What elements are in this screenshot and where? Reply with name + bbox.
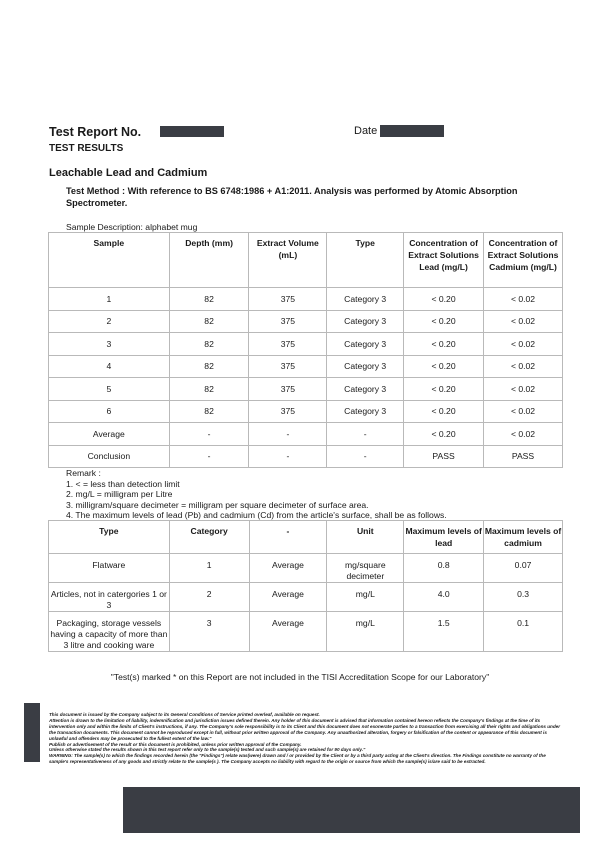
remark-item: 2. mg/L = milligram per Litre xyxy=(66,489,173,500)
date-redaction xyxy=(380,125,444,137)
limits-cell: mg/L xyxy=(327,583,404,612)
results-cell: 3 xyxy=(49,333,170,356)
limits-cell: 1 xyxy=(169,554,249,583)
results-cell: 375 xyxy=(249,288,327,311)
results-cell: Category 3 xyxy=(327,333,404,356)
legal-line: WARNING: The sample(s) to which the findings recorded herein (the "Findings") relate was(were) drawn and / or provided by the Client or by a third party acting at the Client's direction. The Findings constitute no warranty of the sample's representativeness of any goods and strictly relate to the sample(s ). The Company accepts no liability with regard to the origin or source from which the sample(s) is/are said to be extracted. xyxy=(49,753,546,765)
results-cell: PASS xyxy=(484,445,563,468)
results-cell: - xyxy=(249,445,327,468)
date-label: Date xyxy=(354,125,378,137)
results-header-cell: Type xyxy=(327,233,404,288)
results-cell: 6 xyxy=(49,400,170,423)
results-table-header-row xyxy=(49,233,563,288)
results-cell: < 0.20 xyxy=(404,378,484,401)
section-title: Leachable Lead and Cadmium xyxy=(49,167,208,179)
results-cell: Category 3 xyxy=(327,355,404,378)
results-cell: 375 xyxy=(249,378,327,401)
limits-header-cell: Category xyxy=(169,521,249,554)
table-row xyxy=(49,583,563,612)
table-row xyxy=(49,288,563,311)
results-cell: < 0.02 xyxy=(484,400,563,423)
results-cell: 82 xyxy=(169,378,249,401)
results-cell: < 0.20 xyxy=(404,333,484,356)
results-cell: < 0.20 xyxy=(404,288,484,311)
results-cell: < 0.20 xyxy=(404,423,484,446)
results-cell: 4 xyxy=(49,355,170,378)
limits-cell: 4.0 xyxy=(404,583,484,612)
results-header-cell: Sample xyxy=(49,233,170,288)
results-cell: 375 xyxy=(249,333,327,356)
results-cell: < 0.20 xyxy=(404,310,484,333)
results-cell: - xyxy=(169,445,249,468)
results-cell: 82 xyxy=(169,400,249,423)
results-header-cell: Depth (mm) xyxy=(169,233,249,288)
limits-header-cell: Unit xyxy=(327,521,404,554)
remark-item: 1. < = less than detection limit xyxy=(66,478,180,489)
report-number-label: Test Report No. xyxy=(49,125,142,139)
limits-cell: 2 xyxy=(169,583,249,612)
limits-header-cell: Maximum levels of lead xyxy=(404,521,484,554)
results-cell: < 0.02 xyxy=(484,310,563,333)
test-method: Test Method : With reference to BS 6748:1986 + A1:2011. Analysis was performed by Atomic Absorption Spectrometer. xyxy=(66,186,518,208)
results-cell: 82 xyxy=(169,310,249,333)
results-cell: Average xyxy=(49,423,170,446)
results-table xyxy=(48,232,563,468)
legal-line: Publish or advertisement of the result or this document is prohibited, unless prior written approval of the Company. xyxy=(49,741,302,747)
remarks xyxy=(66,468,447,521)
results-cell: < 0.02 xyxy=(484,333,563,356)
results-cell: 375 xyxy=(249,310,327,333)
results-cell: Category 3 xyxy=(327,400,404,423)
results-cell: 82 xyxy=(169,355,249,378)
results-cell: < 0.02 xyxy=(484,423,563,446)
table-row xyxy=(49,445,563,468)
results-cell: 5 xyxy=(49,378,170,401)
results-cell: 2 xyxy=(49,310,170,333)
remarks-title: Remark : xyxy=(66,468,101,478)
results-header-cell: Concentration of Extract Solutions Lead (mg/L) xyxy=(404,233,484,288)
results-header-cell: Concentration of Extract Solutions Cadmium (mg/L) xyxy=(484,233,563,288)
results-cell: - xyxy=(327,445,404,468)
results-cell: - xyxy=(169,423,249,446)
remark-item: 4. The maximum levels of lead (Pb) and cadmium (Cd) from the article's surface, shall be as follows. xyxy=(66,510,447,521)
results-cell: < 0.02 xyxy=(484,355,563,378)
limits-cell: 0.1 xyxy=(484,612,563,652)
limits-header-cell: Maximum levels of cadmium xyxy=(484,521,563,554)
limits-header-cell: - xyxy=(249,521,327,554)
results-cell: Conclusion xyxy=(49,445,170,468)
results-header-cell: Extract Volume (mL) xyxy=(249,233,327,288)
remark-item: 3. milligram/square decimeter = milligram per square decimeter of surface area. xyxy=(66,499,369,510)
table-row xyxy=(49,612,563,652)
results-cell: < 0.20 xyxy=(404,355,484,378)
limits-table-header-row xyxy=(49,521,563,554)
results-cell: 375 xyxy=(249,355,327,378)
results-cell: Category 3 xyxy=(327,310,404,333)
results-cell: Category 3 xyxy=(327,378,404,401)
table-row xyxy=(49,355,563,378)
limits-header-cell: Type xyxy=(49,521,170,554)
results-cell: PASS xyxy=(404,445,484,468)
legal-line: This document is issued by the Company subject to its General Conditions of Service printed overleaf, available on request. xyxy=(49,712,320,717)
limits-cell: 0.8 xyxy=(404,554,484,583)
limits-cell: mg/square decimeter xyxy=(327,554,404,583)
limits-cell: Average xyxy=(249,612,327,652)
limits-cell: mg/L xyxy=(327,612,404,652)
results-cell: 82 xyxy=(169,288,249,311)
results-cell: - xyxy=(249,423,327,446)
legal-line: Unless otherwise stated the results shown in this test report refer only to the sample(s) tested and such sample(s) are retained for 90 days only." xyxy=(49,747,366,753)
limits-cell: Average xyxy=(249,554,327,583)
results-cell: 1 xyxy=(49,288,170,311)
limits-cell: 0.07 xyxy=(484,554,563,583)
limits-cell: 3 xyxy=(169,612,249,652)
limits-cell: Average xyxy=(249,583,327,612)
page-title: TEST RESULTS xyxy=(49,143,124,154)
footer-redaction-block xyxy=(123,787,580,833)
results-cell: < 0.20 xyxy=(404,400,484,423)
limits-cell: 1.5 xyxy=(404,612,484,652)
table-row xyxy=(49,333,563,356)
sample-description: Sample Description: alphabet mug xyxy=(66,222,198,232)
limits-table xyxy=(48,520,563,652)
limits-cell: Packaging, storage vessels having a capacity of more than 3 litre and cooking ware xyxy=(49,612,170,652)
footer-side-redaction xyxy=(24,703,40,762)
table-row xyxy=(49,378,563,401)
legal-line: Attention is drawn to the limitation of liability, indemnification and jurisdiction issues defined therein. Any holder of this document is advised that information contained hereon reflects the Company's findings at the time of its intervention only and within the limits of Client's instructions, if any. The Company's sole responsibility is to its Client and this document does not exonerate parties to a transaction from exercising all their rights and obligations under the transaction documents. This document cannot be reproduced except in full, without prior written approval of the Company. Any unauthorized alteration, forgery or falsification of the content or appearance of this document is unlawful and offenders may be prosecuted to the fullest extent of the law." xyxy=(49,717,560,741)
accreditation-note: "Test(s) marked * on this Report are not included in the TISI Accreditation Scope for our Laboratory" xyxy=(110,672,490,682)
limits-cell: 0.3 xyxy=(484,583,563,612)
table-row xyxy=(49,423,563,446)
results-cell: 82 xyxy=(169,333,249,356)
table-row xyxy=(49,554,563,583)
results-cell: 375 xyxy=(249,400,327,423)
table-row xyxy=(49,310,563,333)
results-cell: < 0.02 xyxy=(484,378,563,401)
report-number-redaction xyxy=(160,126,224,137)
table-row xyxy=(49,400,563,423)
limits-cell: Flatware xyxy=(49,554,170,583)
results-cell: < 0.02 xyxy=(484,288,563,311)
results-cell: Category 3 xyxy=(327,288,404,311)
results-cell: - xyxy=(327,423,404,446)
limits-cell: Articles, not in catergories 1 or 3 xyxy=(49,583,170,612)
legal-disclaimer xyxy=(49,712,565,765)
